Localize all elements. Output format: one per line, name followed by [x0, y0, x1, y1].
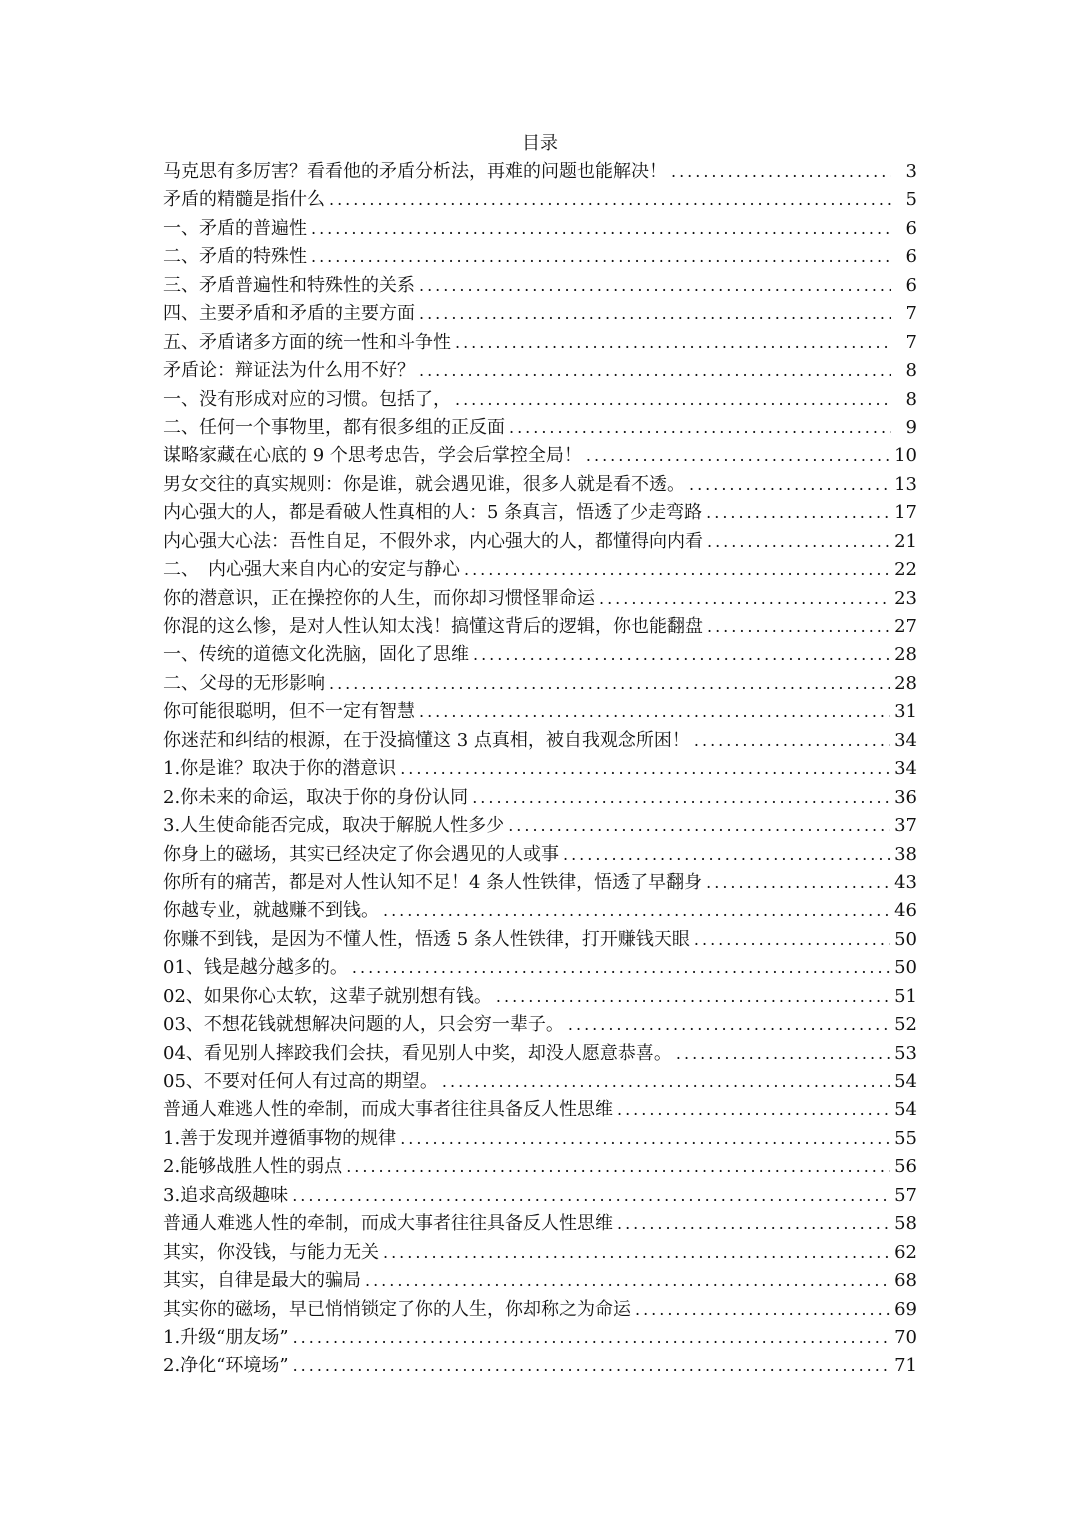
toc-dot-leader — [419, 698, 890, 726]
toc-entry-title: 五、矛盾诸多方面的统一性和斗争性 — [163, 331, 451, 353]
toc-entry-title: 3.人生使命能否完成，取决于解脱人性多少 — [163, 815, 505, 837]
toc-entry-page-number: 6 — [905, 274, 917, 296]
toc-dot-leader — [383, 1239, 890, 1267]
toc-entry-page-number: 62 — [894, 1241, 917, 1263]
toc-entry-page-number: 31 — [894, 701, 917, 723]
toc-entry-page-number: 3 — [905, 161, 917, 182]
toc-dot-leader — [400, 1125, 890, 1153]
toc-dot-leader — [365, 1267, 890, 1295]
toc-entry[interactable] — [163, 1352, 917, 1380]
toc-dot-leader — [694, 727, 890, 755]
toc-entry-page-number: 54 — [894, 1071, 917, 1092]
toc-entry-page-number: 27 — [894, 616, 917, 637]
toc-entry-page-number: 28 — [894, 644, 917, 666]
toc-entry-page-number: 55 — [894, 1127, 917, 1149]
toc-entry[interactable] — [163, 1239, 917, 1267]
toc-entry[interactable] — [163, 186, 917, 214]
toc-entry[interactable] — [163, 1153, 917, 1181]
toc-entry-page-number: 57 — [894, 1184, 917, 1206]
toc-entry[interactable] — [163, 414, 917, 442]
toc-entry-page-number: 52 — [894, 1014, 917, 1036]
toc-entry-page-number: 68 — [894, 1270, 917, 1292]
toc-entry[interactable] — [163, 442, 917, 470]
toc-entry-title: 普通人难逃人性的牵制，而成大事者往往具备反人性思维 — [163, 1099, 613, 1121]
toc-list — [163, 158, 917, 1381]
toc-entry-title: 其实你的磁场，早已悄悄锁定了你的人生，你却称之为命运 — [163, 1298, 631, 1320]
toc-entry-page-number: 53 — [894, 1042, 917, 1064]
toc-entry[interactable] — [163, 954, 917, 982]
toc-entry-title: 05、不要对任何人有过高的期望。 — [163, 1071, 438, 1092]
toc-entry-title: 1.善于发现并遵循事物的规律 — [163, 1127, 397, 1149]
toc-entry-title: 04、看见别人摔跤我们会扶，看见别人中奖，却没人愿意恭喜。 — [163, 1042, 672, 1064]
toc-title: 目录 — [522, 133, 558, 154]
toc-dot-leader — [676, 1040, 890, 1068]
toc-dot-leader — [707, 613, 890, 641]
toc-dot-leader — [419, 300, 891, 328]
toc-entry[interactable] — [163, 613, 917, 641]
toc-entry-title: 1.升级“朋友场” — [163, 1326, 289, 1348]
toc-entry[interactable] — [163, 784, 917, 812]
toc-entry-title: 内心强大心法：吾性自足，不假外求，内心强大的人，都懂得向内看 — [163, 530, 703, 552]
toc-entry[interactable] — [163, 897, 917, 925]
toc-entry[interactable] — [163, 1182, 917, 1210]
toc-entry[interactable] — [163, 386, 917, 414]
toc-entry-title: 一、没有形成对应的习惯。包括了， — [163, 388, 451, 410]
toc-entry[interactable] — [163, 158, 917, 186]
toc-dot-leader — [292, 1182, 890, 1210]
toc-entry-title: 其实，自律是最大的骗局 — [163, 1270, 361, 1292]
toc-entry-page-number: 69 — [894, 1298, 917, 1320]
toc-dot-leader — [706, 869, 890, 897]
toc-entry-title: 你可能很聪明，但不一定有智慧 — [163, 701, 415, 723]
toc-entry-title: 2.净化“环境场” — [163, 1355, 289, 1377]
toc-entry-title: 你身上的磁场，其实已经决定了你会遇见的人或事 — [163, 843, 559, 865]
toc-entry-title: 内心强大的人，都是看破人性真相的人：5 条真言，悟透了少走弯路 — [163, 502, 703, 524]
toc-entry-page-number: 37 — [894, 815, 917, 837]
toc-entry-title: 二、矛盾的特殊性 — [163, 246, 307, 268]
toc-entry-title: 三、矛盾普遍性和特殊性的关系 — [163, 274, 415, 296]
toc-entry-page-number: 34 — [894, 729, 917, 751]
toc-entry-page-number: 71 — [894, 1355, 917, 1377]
toc-entry-title: 普通人难逃人性的牵制，而成大事者往往具备反人性思维 — [163, 1213, 613, 1235]
toc-entry-title: 01、钱是越分越多的。 — [163, 957, 348, 979]
toc-entry-title: 你赚不到钱，是因为不懂人性，悟透 5 条人性铁律，打开赚钱天眼 — [163, 928, 690, 950]
toc-entry-title: 二、父母的无形影响 — [163, 672, 325, 694]
toc-entry[interactable] — [163, 243, 917, 271]
toc-entry[interactable] — [163, 641, 917, 669]
toc-dot-leader — [400, 755, 890, 783]
toc-entry-title: 矛盾论：辩证法为什么用不好？ — [163, 360, 415, 382]
toc-dot-leader — [352, 954, 890, 982]
toc-entry-page-number: 10 — [894, 445, 917, 467]
toc-entry-page-number: 51 — [894, 985, 917, 1007]
toc-dot-leader — [472, 784, 890, 812]
toc-entry-title: 谋略家藏在心底的 9 个思考忠告，学会后掌控全局！ — [163, 445, 582, 467]
toc-dot-leader — [329, 670, 890, 698]
toc-dot-leader — [329, 186, 891, 214]
toc-dot-leader — [509, 414, 891, 442]
toc-entry-title: 矛盾的精髓是指什么 — [163, 189, 325, 211]
toc-entry[interactable] — [163, 329, 917, 357]
toc-entry[interactable] — [163, 983, 917, 1011]
toc-entry[interactable] — [163, 272, 917, 300]
toc-entry[interactable] — [163, 670, 917, 698]
toc-entry[interactable] — [163, 357, 917, 385]
toc-entry-page-number: 23 — [894, 587, 917, 609]
toc-dot-leader — [563, 841, 890, 869]
toc-entry-title: 你所有的痛苦，都是对人性认知不足！4 条人性铁律，悟透了早翻身 — [163, 871, 703, 893]
toc-entry[interactable] — [163, 926, 917, 954]
toc-entry-title: 一、传统的道德文化洗脑，固化了思维 — [163, 644, 469, 666]
toc-entry-title: 1.你是谁？取决于你的潜意识 — [163, 758, 397, 780]
toc-entry-title: 03、不想花钱就想解决问题的人，只会穷一辈子。 — [163, 1014, 564, 1036]
toc-entry-page-number: 43 — [894, 871, 917, 893]
toc-dot-leader — [617, 1210, 890, 1238]
toc-entry[interactable] — [163, 528, 917, 556]
toc-entry-title: 二、任何一个事物里，都有很多组的正反面 — [163, 416, 505, 438]
toc-entry[interactable] — [163, 1068, 917, 1096]
toc-entry[interactable] — [163, 1040, 917, 1068]
toc-dot-leader — [635, 1296, 890, 1324]
toc-entry[interactable] — [163, 812, 917, 840]
toc-entry-page-number: 7 — [905, 331, 917, 353]
toc-entry-title: 四、主要矛盾和矛盾的主要方面 — [163, 303, 415, 325]
toc-entry-title: 你的潜意识，正在操控你的人生，而你却习惯怪罪命运 — [163, 587, 595, 609]
toc-dot-leader — [293, 1352, 891, 1380]
toc-entry[interactable] — [163, 499, 917, 527]
toc-entry-title: 你越专业，就越赚不到钱。 — [163, 900, 379, 922]
toc-dot-leader — [568, 1011, 890, 1039]
toc-entry-page-number: 50 — [894, 957, 917, 979]
toc-entry-page-number: 6 — [905, 217, 917, 239]
toc-dot-leader — [508, 812, 890, 840]
toc-entry[interactable] — [163, 556, 917, 584]
toc-entry-page-number: 7 — [905, 303, 917, 325]
toc-entry-title: 马克思有多厉害？看看他的矛盾分析法，再难的问题也能解决！ — [163, 161, 667, 182]
toc-dot-leader — [707, 528, 890, 556]
toc-entry[interactable] — [163, 1324, 917, 1352]
toc-entry-title: 3.追求高级趣味 — [163, 1184, 289, 1206]
toc-entry-page-number: 70 — [894, 1326, 917, 1348]
toc-entry[interactable] — [163, 841, 917, 869]
toc-entry-title: 男女交往的真实规则：你是谁，就会遇见谁，很多人就是看不透。 — [163, 473, 685, 495]
toc-dot-leader — [694, 926, 890, 954]
toc-dot-leader — [311, 215, 891, 243]
toc-entry[interactable] — [163, 585, 917, 613]
toc-dot-leader — [617, 1096, 890, 1124]
toc-entry-page-number: 17 — [894, 502, 917, 524]
toc-dot-leader — [419, 357, 891, 385]
toc-dot-leader — [383, 897, 890, 925]
toc-entry-page-number: 8 — [905, 360, 917, 382]
toc-entry-title: 2.你未来的命运，取决于你的身份认同 — [163, 786, 469, 808]
toc-dot-leader — [586, 442, 890, 470]
toc-entry-page-number: 22 — [894, 559, 917, 581]
toc-dot-leader — [311, 243, 891, 271]
toc-entry-page-number: 56 — [894, 1156, 917, 1178]
toc-dot-leader — [706, 499, 890, 527]
toc-entry-page-number: 46 — [894, 900, 917, 922]
toc-dot-leader — [293, 1324, 891, 1352]
toc-entry-page-number: 38 — [894, 843, 917, 865]
toc-dot-leader — [496, 983, 890, 1011]
toc-entry-page-number: 36 — [894, 786, 917, 808]
toc-entry[interactable] — [163, 1210, 917, 1238]
toc-dot-leader — [473, 641, 890, 669]
toc-entry[interactable] — [163, 1267, 917, 1295]
toc-entry[interactable] — [163, 1125, 917, 1153]
toc-entry[interactable] — [163, 698, 917, 726]
toc-entry-title: 2.能够战胜人性的弱点 — [163, 1156, 343, 1178]
toc-dot-leader — [689, 471, 890, 499]
toc-dot-leader — [455, 329, 891, 357]
toc-dot-leader — [419, 272, 891, 300]
toc-entry[interactable] — [163, 1011, 917, 1039]
toc-entry-page-number: 9 — [905, 416, 917, 438]
toc-entry-page-number: 21 — [894, 530, 917, 552]
toc-entry-title: 其实，你没钱，与能力无关 — [163, 1241, 379, 1263]
toc-entry-page-number: 28 — [894, 672, 917, 694]
toc-entry-title: 你混的这么惨，是对人性认知太浅！搞懂这背后的逻辑，你也能翻盘 — [163, 616, 703, 637]
toc-entry-page-number: 6 — [905, 246, 917, 268]
toc-dot-leader — [346, 1153, 890, 1181]
toc-entry[interactable] — [163, 1096, 917, 1124]
toc-entry-title: 你迷茫和纠结的根源，在于没搞懂这 3 点真相，被自我观念所困！ — [163, 729, 690, 751]
toc-entry-title: 02、如果你心太软，这辈子就别想有钱。 — [163, 985, 492, 1007]
toc-entry-title: 一、矛盾的普遍性 — [163, 217, 307, 239]
toc-dot-leader — [455, 386, 891, 414]
toc-entry-page-number: 8 — [905, 388, 917, 410]
toc-entry-title: 二、 内心强大来自内心的安定与静心 — [163, 559, 460, 581]
toc-entry[interactable] — [163, 215, 917, 243]
toc-entry[interactable] — [163, 471, 917, 499]
toc-dot-leader — [599, 585, 890, 613]
toc-entry-page-number: 13 — [894, 473, 917, 495]
toc-entry-page-number: 5 — [905, 189, 917, 211]
toc-dot-leader — [464, 556, 890, 584]
toc-entry-page-number: 50 — [894, 928, 917, 950]
toc-entry[interactable] — [163, 300, 917, 328]
toc-dot-leader — [442, 1068, 890, 1096]
toc-entry[interactable] — [163, 727, 917, 755]
toc-entry-page-number: 54 — [894, 1099, 917, 1121]
toc-entry[interactable] — [163, 755, 917, 783]
toc-entry[interactable] — [163, 1296, 917, 1324]
toc-entry-page-number: 58 — [894, 1213, 917, 1235]
toc-entry-page-number: 34 — [894, 758, 917, 780]
toc-entry[interactable] — [163, 869, 917, 897]
toc-dot-leader — [671, 158, 891, 186]
